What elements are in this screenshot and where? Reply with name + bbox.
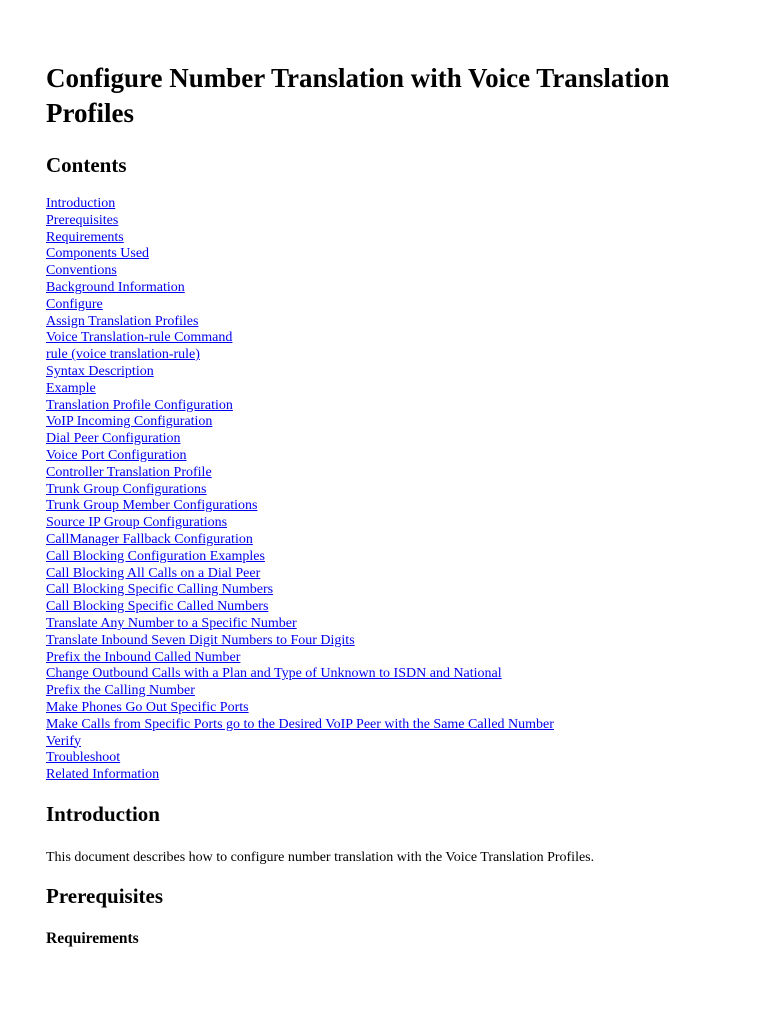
contents-heading: Contents bbox=[46, 153, 127, 177]
toc-link[interactable]: Translation Profile Configuration bbox=[46, 397, 233, 413]
introduction-paragraph: This document describes how to configure number translation with the Voice Translation Profiles. bbox=[46, 849, 595, 865]
requirements-heading: Requirements bbox=[46, 929, 139, 947]
toc-item bbox=[46, 666, 746, 683]
toc-item bbox=[46, 196, 746, 213]
toc-item bbox=[46, 330, 746, 347]
toc-item bbox=[46, 414, 746, 431]
toc-link[interactable]: Example bbox=[46, 380, 96, 396]
toc-item bbox=[46, 532, 746, 549]
page-title: Configure Number Translation with Voice Translation Profiles bbox=[46, 63, 670, 128]
toc-link[interactable]: Assign Translation Profiles bbox=[46, 313, 199, 329]
toc-link[interactable]: Trunk Group Member Configurations bbox=[46, 498, 258, 514]
toc-link[interactable]: Related Information bbox=[46, 767, 160, 783]
toc-link[interactable]: Prerequisites bbox=[46, 212, 119, 228]
toc-item bbox=[46, 213, 746, 230]
toc-link[interactable]: Controller Translation Profile bbox=[46, 464, 212, 480]
toc-link[interactable]: Prefix the Inbound Called Number bbox=[46, 649, 241, 665]
toc-link[interactable]: CallManager Fallback Configuration bbox=[46, 531, 253, 547]
toc-item bbox=[46, 750, 746, 767]
toc-item bbox=[46, 515, 746, 532]
toc-link[interactable]: Requirements bbox=[46, 229, 124, 245]
toc-item bbox=[46, 734, 746, 751]
toc-item bbox=[46, 767, 746, 784]
table-of-contents bbox=[46, 196, 746, 784]
toc-item bbox=[46, 650, 746, 667]
prerequisites-heading: Prerequisites bbox=[46, 883, 164, 908]
toc-item bbox=[46, 717, 746, 734]
toc-link[interactable]: Trunk Group Configurations bbox=[46, 481, 207, 497]
toc-item bbox=[46, 482, 746, 499]
toc-item bbox=[46, 465, 746, 482]
toc-link[interactable]: Verify bbox=[46, 733, 81, 749]
toc-link[interactable]: Source IP Group Configurations bbox=[46, 515, 228, 531]
toc-item bbox=[46, 633, 746, 650]
toc-link[interactable]: Call Blocking All Calls on a Dial Peer bbox=[46, 565, 261, 581]
toc-item bbox=[46, 549, 746, 566]
toc-item bbox=[46, 448, 746, 465]
toc-item bbox=[46, 381, 746, 398]
introduction-heading: Introduction bbox=[46, 801, 160, 826]
toc-link[interactable]: Conventions bbox=[46, 263, 117, 279]
toc-link[interactable]: Call Blocking Specific Called Numbers bbox=[46, 599, 269, 615]
toc-link[interactable]: Prefix the Calling Number bbox=[46, 683, 195, 699]
toc-link[interactable]: Make Phones Go Out Specific Ports bbox=[46, 699, 249, 715]
toc-item bbox=[46, 398, 746, 415]
toc-item bbox=[46, 314, 746, 331]
toc-link[interactable]: Configure bbox=[46, 296, 103, 312]
toc-item bbox=[46, 498, 746, 515]
toc-link[interactable]: Dial Peer Configuration bbox=[46, 431, 181, 447]
toc-item bbox=[46, 246, 746, 263]
toc-link[interactable]: Call Blocking Configuration Examples bbox=[46, 548, 265, 564]
toc-link[interactable]: Call Blocking Specific Calling Numbers bbox=[46, 582, 274, 598]
toc-link[interactable]: Translate Any Number to a Specific Number bbox=[46, 615, 297, 631]
toc-item bbox=[46, 364, 746, 381]
toc-link[interactable]: Change Outbound Calls with a Plan and Type of Unknown to ISDN and National bbox=[46, 666, 502, 682]
toc-item bbox=[46, 347, 746, 364]
toc-item bbox=[46, 263, 746, 280]
toc-item bbox=[46, 431, 746, 448]
toc-item bbox=[46, 297, 746, 314]
toc-link[interactable]: Voice Port Configuration bbox=[46, 447, 187, 463]
toc-item bbox=[46, 599, 746, 616]
toc-link[interactable]: Voice Translation-rule Command bbox=[46, 330, 233, 346]
toc-item bbox=[46, 683, 746, 700]
toc-item bbox=[46, 230, 746, 247]
toc-link[interactable]: rule (voice translation-rule) bbox=[46, 347, 200, 363]
toc-link[interactable]: VoIP Incoming Configuration bbox=[46, 414, 213, 430]
toc-link[interactable]: Introduction bbox=[46, 196, 116, 211]
toc-link[interactable]: Troubleshoot bbox=[46, 750, 121, 766]
toc-item bbox=[46, 566, 746, 583]
toc-link[interactable]: Background Information bbox=[46, 279, 185, 295]
toc-item bbox=[46, 280, 746, 297]
toc-link[interactable]: Translate Inbound Seven Digit Numbers to Four Digits bbox=[46, 632, 355, 648]
toc-link[interactable]: Components Used bbox=[46, 246, 150, 262]
toc-item bbox=[46, 616, 746, 633]
toc-item bbox=[46, 700, 746, 717]
toc-link[interactable]: Make Calls from Specific Ports go to the Desired VoIP Peer with the Same Called Number bbox=[46, 716, 554, 732]
toc-item bbox=[46, 582, 746, 599]
toc-link[interactable]: Syntax Description bbox=[46, 363, 154, 379]
